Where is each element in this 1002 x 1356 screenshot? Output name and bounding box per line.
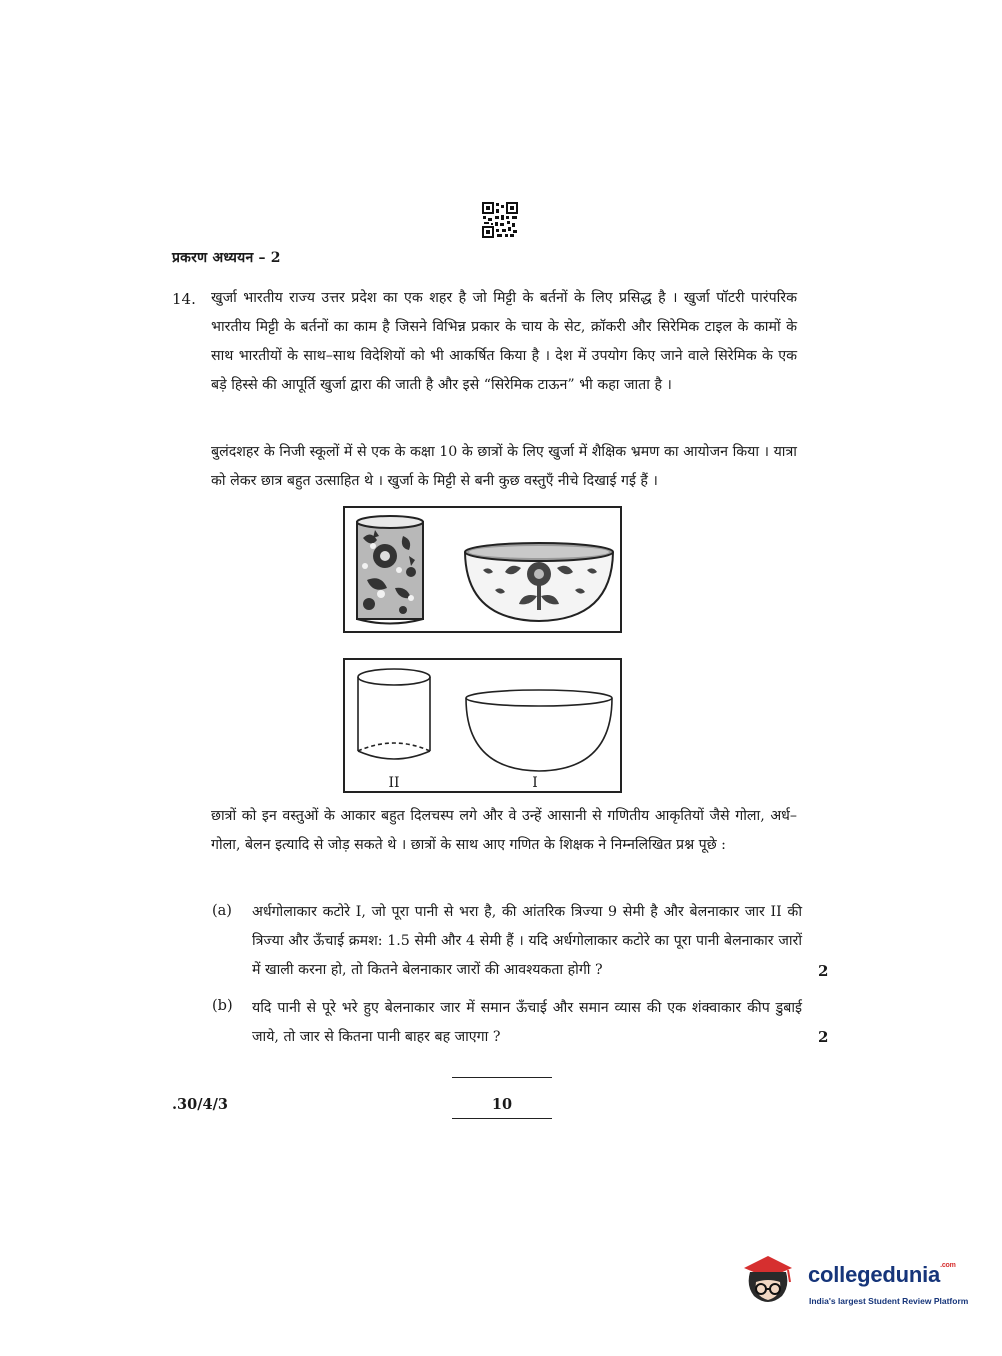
- geometric-shapes-diagram: [345, 660, 620, 791]
- logo-wordmark: collegedunia$^{.com}$: [808, 1262, 956, 1287]
- qr-code-icon: [482, 202, 518, 238]
- question-intro-paragraph: खुर्जा भारतीय राज्य उत्तर प्रदेश का एक शहर है जो मिट्टी के बर्तनों के लिए प्रसिद्ध है । खुर्जा पॉटरी पारंपरिक भारतीय मिट्टी के बर्तनों का काम है जिसने विभिन्न प्रकार के चाय के सेट, क्रॉकरी और सिरेमिक टाइल के कामों के साथ भारतीयों के साथ–साथ विदेशियों को भी आकर्षित किया है । देश में उपयोग किए जाने वाले सिरेमिक के एक बड़े हिस्से की आपूर्ति खुर्जा द्वारा की जाती है और इसे “सिरेमिक टाऊन” भी कहा जाता है ।: [211, 290, 797, 393]
- student-mascot-icon: [744, 1256, 792, 1302]
- logo-tagline: India's largest Student Review Platform: [809, 1296, 969, 1306]
- hemisphere-shape: [466, 690, 612, 771]
- paper-code: .30/4/3: [172, 1096, 228, 1113]
- decorated-jar-illustration: [357, 516, 423, 624]
- sub-question-b-marks: 2: [818, 1028, 829, 1046]
- teacher-questions-paragraph: छात्रों को इन वस्तुओं के आकार बहुत दिलचस्प लगे और वे उन्हें आसानी से गणितीय आकृतियों जैसे गोला, अर्ध–गोला, बेलन इत्यादि से जोड़ सकते थे । छात्रों के साथ आए गणित के शिक्षक ने निम्नलिखित प्रश्न पूछे :: [211, 808, 797, 853]
- footer-top-rule: [452, 1077, 552, 1078]
- case-study-heading: प्रकरण अध्ययन – 2: [172, 250, 281, 266]
- footer-bottom-rule: [452, 1118, 552, 1119]
- cylinder-shape: [358, 669, 430, 759]
- geometric-model-figure: [343, 658, 622, 793]
- pottery-illustration: [345, 508, 620, 631]
- sub-question-b-text: यदि पानी से पूरे भरे हुए बेलनाकार जार में समान ऊँचाई और समान व्यास की एक शंक्वाकार कीप डुबाई जाये, तो जार से कितना पानी बाहर बह जाएगा ?: [252, 1000, 802, 1045]
- sub-question-a-label: (a): [212, 903, 232, 919]
- excursion-paragraph: बुलंदशहर के निजी स्कूलों में से एक के कक्षा 10 के छात्रों के लिए खुर्जा में शैक्षिक भ्रमण का आयोजन किया । यात्रा को लेकर छात्र बहुत उत्साहित थे । खुर्जा के मिट्टी से बनी कुछ वस्तुएँ नीचे दिखाई गई हैं ।: [211, 444, 797, 489]
- pottery-photo-figure: [343, 506, 622, 633]
- hemisphere-label: I: [532, 775, 538, 791]
- sub-question-b-label: (b): [212, 998, 233, 1014]
- sub-question-a-text: अर्धगोलाकार कटोरे I, जो पूरा पानी से भरा है, की आंतरिक त्रिज्या 9 सेमी है और बेलनाकार जार II की त्रिज्या और ऊँचाई क्रमश: 1.5 सेमी और 4 सेमी हैं । यदि अर्धगोलाकार कटोरे का पूरा पानी बेलनाकार जारों में खाली करना हो, तो कितने बेलनाकार जारों की आवश्यकता होगी ?: [252, 904, 802, 978]
- logo-suffix: .com: [940, 1262, 956, 1269]
- page-number: 10: [491, 1096, 513, 1113]
- cylinder-label: II: [388, 775, 400, 791]
- question-number: 14.: [172, 290, 196, 308]
- sub-question-a-marks: 2: [818, 962, 829, 980]
- decorated-bowl-illustration: [465, 543, 613, 621]
